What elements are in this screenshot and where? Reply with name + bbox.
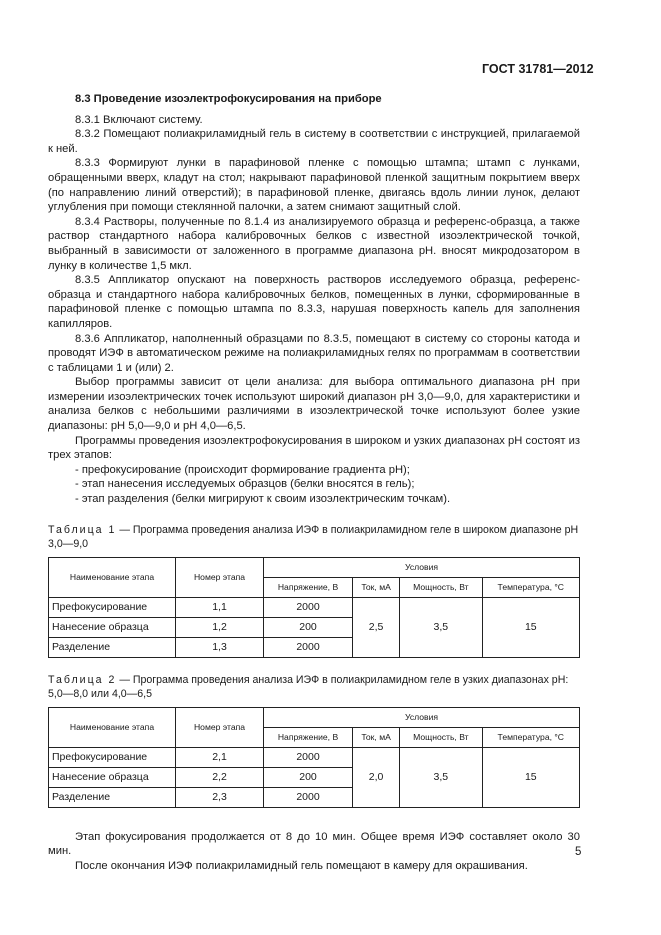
number-cell: 1,3 — [176, 637, 264, 657]
voltage-cell: 200 — [264, 617, 353, 637]
paragraph-8-3-1: 8.3.1 Включают систему. — [75, 113, 203, 126]
current-cell: 2,5 — [353, 597, 400, 657]
voltage-cell: 2000 — [264, 747, 353, 767]
paragraph-stages-intro: Программы проведения изоэлектрофокусирования в широком и узких диапазонах pH состоят из трех этапов: — [48, 434, 580, 462]
header-temperature: Температура, °С — [482, 577, 579, 597]
temperature-cell: 15 — [482, 747, 579, 807]
voltage-cell: 2000 — [264, 787, 353, 807]
header-temperature: Температура, °С — [482, 727, 579, 747]
paragraph-program-choice: Выбор программы зависит от цели анализа: для выбора оптимального диапазона pH при измерении изоэлектрических точек используют широкий диапазон pH 3,0—9,0, для характеристики и анализа белков с небольшими различиями в изоэлектрической точке используют более узкие диапазоны: pH 5,0—9,0 и pH 4,0—6,5. — [48, 376, 580, 433]
header-current: Ток, мА — [353, 577, 400, 597]
page-content — [48, 92, 580, 873]
current-cell: 2,0 — [353, 747, 400, 807]
header-conditions: Условия — [264, 707, 580, 727]
table1-label: Таблица 1 — [48, 523, 117, 536]
number-cell: 2,2 — [176, 767, 264, 787]
header-conditions: Условия — [264, 557, 580, 577]
header-voltage: Напряжение, В — [264, 727, 353, 747]
stage-cell: Префокусирование — [49, 747, 176, 767]
page-number: 5 — [575, 846, 582, 858]
bullet-item: - этап нанесения исследуемых образцов (белки вносятся в гель); — [75, 478, 415, 491]
table2 — [48, 707, 580, 808]
paragraph-8-3-6: 8.3.6 Аппликатор, наполненный образцами по 8.3.5, помещают в систему со стороны катода и проводят ИЭФ в автоматическом режиме на полиакриламидных гелях по программам в соответствии с таблицами 1 и (или) 2. — [48, 332, 580, 374]
number-cell: 1,2 — [176, 617, 264, 637]
header-power: Мощность, Вт — [400, 727, 482, 747]
paragraph-8-3-5: 8.3.5 Аппликатор опускают на поверхность растворов исследуемого образца, референс-образца и стандартного набора калибровочных белков, помещенных в лунки, сформированные в парафиновой пленке с помощью штампа по 8.3.3, нарушая поверхность капель для заполнения капилляров. — [48, 274, 580, 330]
header-number: Номер этапа — [176, 557, 264, 597]
stage-cell: Префокусирование — [49, 597, 176, 617]
table2-caption-text: — Программа проведения анализа ИЭФ в полиакриламидном геле в узких диапазонах pH: 5,0—8,0 или 4,0—6,5 — [48, 673, 569, 700]
paragraph-8-3-2: 8.3.2 Помещают полиакриламидный гель в систему в соответствии с инструкцией, прилагаемой к ней. — [48, 128, 580, 155]
table-row — [49, 747, 580, 767]
voltage-cell: 200 — [264, 767, 353, 787]
stage-cell: Нанесение образца — [49, 767, 176, 787]
header-number: Номер этапа — [176, 707, 264, 747]
table2-label: Таблица 2 — [48, 673, 117, 686]
header-voltage: Напряжение, В — [264, 577, 353, 597]
number-cell: 2,1 — [176, 747, 264, 767]
number-cell: 1,1 — [176, 597, 264, 617]
stage-cell: Разделение — [49, 787, 176, 807]
voltage-cell: 2000 — [264, 597, 353, 617]
document-id: ГОСТ 31781—2012 — [482, 62, 594, 76]
table2-caption — [48, 673, 580, 701]
number-cell: 2,3 — [176, 787, 264, 807]
temperature-cell: 15 — [482, 597, 579, 657]
closing-paragraph: После окончания ИЭФ полиакриламидный гель помещают в камеру для окрашивания. — [75, 859, 528, 872]
power-cell: 3,5 — [400, 747, 482, 807]
header-stage: Наименование этапа — [49, 707, 176, 747]
paragraph-8-3-4: 8.3.4 Растворы, полученные по 8.1.4 из анализируемого образца и референс-образца, а также раствор стандартного набора калибровочных белков с известной изоэлектрической точкой, выбранный в зависимости от заложенного в программе диапазона pH. вносят микродозатором в лунку в количестве 1,5 мкл. — [48, 215, 580, 272]
table1-caption-text: — Программа проведения анализа ИЭФ в полиакриламидном геле в широком диапазоне pH 3,0—9,0 — [48, 523, 579, 550]
bullet-item: - этап разделения (белки мигрируют к своим изоэлектрическим точкам). — [75, 493, 451, 506]
voltage-cell: 2000 — [264, 637, 353, 657]
section-heading: 8.3 Проведение изоэлектрофокусирования на приборе — [75, 93, 382, 105]
power-cell: 3,5 — [400, 597, 482, 657]
table1 — [48, 557, 580, 658]
paragraph-8-3-3: 8.3.3 Формируют лунки в парафиновой пленке с помощью штампа; штамп с лунками, обращенными вверх, кладут на стол; накрывают парафиновой пленкой защитным покрытием вверх (по направлению линий отверстий); в парафиновой пленке, двигаясь вдоль линии лунок, делают углубления при помощи стеклянной палочки, а затем снимают защитный слой. — [48, 157, 580, 214]
header-power: Мощность, Вт — [400, 577, 482, 597]
table1-caption — [48, 523, 580, 551]
bullet-item: - префокусирование (происходит формирование градиента pH); — [75, 463, 410, 476]
closing-paragraph: Этап фокусирования продолжается от 8 до 10 мин. Общее время ИЭФ составляет около 30 мин. — [48, 830, 580, 858]
table-row — [49, 597, 580, 617]
stage-cell: Разделение — [49, 637, 176, 657]
header-current: Ток, мА — [353, 727, 400, 747]
stage-cell: Нанесение образца — [49, 617, 176, 637]
header-stage: Наименование этапа — [49, 557, 176, 597]
